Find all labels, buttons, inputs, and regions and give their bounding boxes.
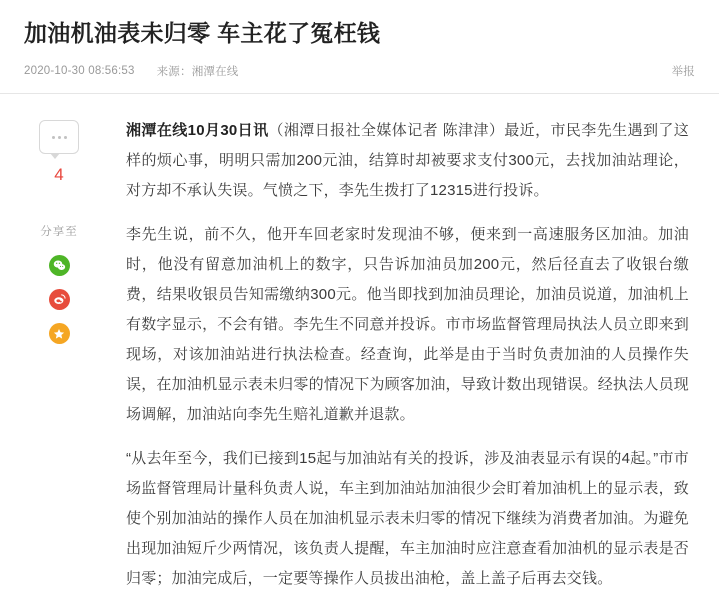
share-icon-list	[49, 255, 70, 344]
wechat-share-icon[interactable]	[49, 255, 70, 276]
comment-count[interactable]: 4	[54, 165, 64, 185]
article-body	[118, 94, 719, 608]
paragraph-text: （湘潭日报社全媒体记者 陈津津）最近，市民李先生遇到了这样的烦心事，明明只需加200元油，结算时却被要求支付300元，去找加油站理论，对方却不承认失误。气愤之下，李先生拨打了12315进行投诉。	[126, 122, 689, 200]
article-paragraph: “从去年至今，我们已接到15起与加油站有关的投诉，涉及油表显示有误的4起。”市市场监督管理局计量科负责人说，车主到加油站加油很少会盯着加油机上的显示表，致使个别加油站的操作人员在加油机显示表未归零的情况下继续为消费者加油。为避免出现加油短斤少两情况，该负责人提醒，车主加油时应注意查看加油机的显示表是否归零；加油完成后，一定要等操作人员拔出油枪，盖上盖子后再去交钱。	[126, 450, 689, 588]
weibo-share-icon[interactable]	[49, 289, 70, 310]
article-source: 来源：湘潭在线	[156, 66, 239, 79]
page-title: 加油机油表未归零 车主花了冤枉钱	[24, 20, 381, 46]
lead-source-label: 湘潭在线10月30日讯	[126, 122, 269, 140]
article-paragraph: 李先生说，前不久，他开车回老家时发现油不够，便来到一高速服务区加油。加油时，他没有留意加油机上的数字，只告诉加油员加200元，然后径直去了收银台缴费，结果收银员告知需缴纳300元。他当即找到加油员理论，加油员说道，加油机上有数字显示，不会有错。李先生不同意并投诉。市市场监督管理局执法人员立即来到现场，对该加油站进行执法检查。经查询，此举是由于当时负责加油的人员操作失误，在加油机显示表未归零的情况下为顾客加油，导致计数出现错误。经执法人员现场调解，加油站向李先生赔礼道歉并退款。	[126, 226, 689, 424]
publish-date: 2020-10-30 08:56:53	[24, 65, 135, 78]
report-button[interactable]: 举报	[671, 66, 695, 79]
left-action-rail	[0, 94, 118, 608]
content-wrapper	[0, 94, 719, 608]
favorite-share-icon[interactable]	[49, 323, 70, 344]
comment-icon[interactable]	[39, 120, 79, 154]
article-paragraph	[126, 116, 689, 206]
comment-dots	[52, 136, 67, 139]
share-label: 分享至	[40, 226, 78, 239]
article-header	[0, 0, 719, 93]
article-meta	[24, 63, 695, 93]
